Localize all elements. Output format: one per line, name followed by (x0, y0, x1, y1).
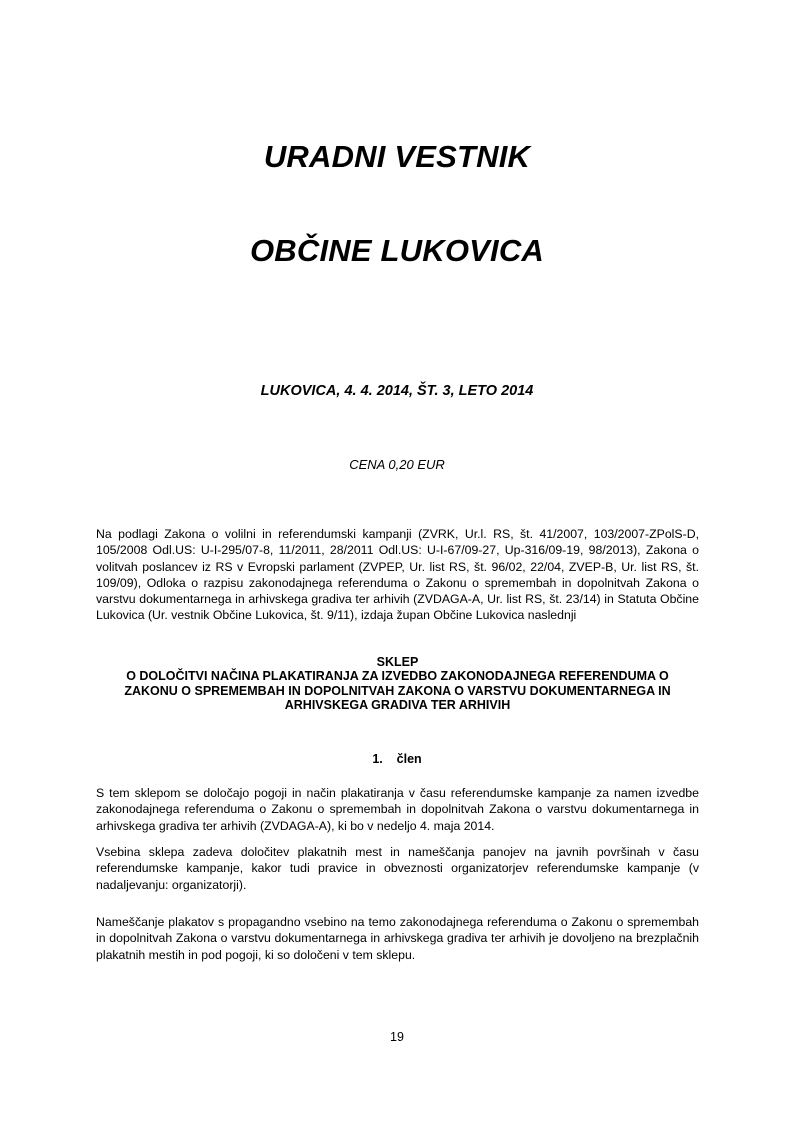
article-heading: 1. člen (372, 752, 422, 766)
publication-title: URADNI VESTNIK (263, 139, 531, 174)
resolution-heading-line: ARHIVSKEGA GRADIVA TER ARHIVIH (284, 697, 511, 712)
intro-paragraph: Na podlagi Zakona o volilni in referendumski kampanji (ZVRK, Ur.l. RS, št. 41/2007, 103/2007-ZPolS-D, 105/2008 Odl.US: U-I-295/07-8, 11/2011, 28/2011 Odl.US: U-I-67/09-27, Up-316/09-19, 98/2013), Zakona o volitvah poslancev iz RS v Evropski parlament (ZVPEP, Ur. list RS, št. 96/02, 22/04, ZVEP-B, Ur. list RS, št. 109/09), Odloka o razpisu zakonodajnega referenduma o Zakonu o spremembah in dopolnitvah Zakona o varstvu dokumentarnega in arhivskega gradiva ter arhivih (ZVDAGA-A, Ur. list RS, št. 23/14) in Statuta Občine Lukovica (Ur. vestnik Občine Lukovica, št. 9/11), izdaja župan Občine Lukovica naslednji (96, 527, 699, 623)
publication-subtitle: OBČINE LUKOVICA (249, 233, 545, 268)
resolution-heading-line: ZAKONU O SPREMEMBAH IN DOPOLNITVAH ZAKONA O VARSTVU DOKUMENTARNEGA IN (124, 683, 671, 698)
issue-line: LUKOVICA, 4. 4. 2014, ŠT. 3, LETO 2014 (260, 383, 534, 399)
price-label: CENA 0,20 EUR (349, 457, 445, 472)
resolution-heading (96, 655, 699, 712)
article-paragraph: Vsebina sklepa zadeva določitev plakatnih mest in nameščanja panojev na javnih površinah v času referendumske kampanje, kakor tudi pravice in obveznosti organizatorjev referendumske kampanje (v nadaljevanju: organizatorji). (96, 845, 699, 892)
page-number: 19 (390, 1030, 404, 1044)
article-paragraph: Nameščanje plakatov s propagandno vsebino na temo zakonodajnega referenduma o Zakonu o spremembah in dopolnitvah Zakona o varstvu dokumentarnega in arhivskega gradiva ter arhivih je dovoljeno na brezplačnih plakatnih mestih in pod pogoji, ki so določeni v tem sklepu. (96, 915, 699, 962)
resolution-heading-line: O DOLOČITVI NAČINA PLAKATIRANJA ZA IZVEDBO ZAKONODAJNEGA REFERENDUMA O (126, 669, 669, 684)
article-paragraph: S tem sklepom se določajo pogoji in način plakatiranja v času referendumske kampanje za namen izvedbe zakonodajnega referenduma o Zakonu o spremembah in dopolnitvah Zakona o varstvu dokumentarnega in arhivskega gradiva ter arhivih (ZVDAGA-A), ki bo v nedeljo 4. maja 2014. (96, 786, 699, 833)
resolution-heading-line: SKLEP (376, 655, 419, 669)
